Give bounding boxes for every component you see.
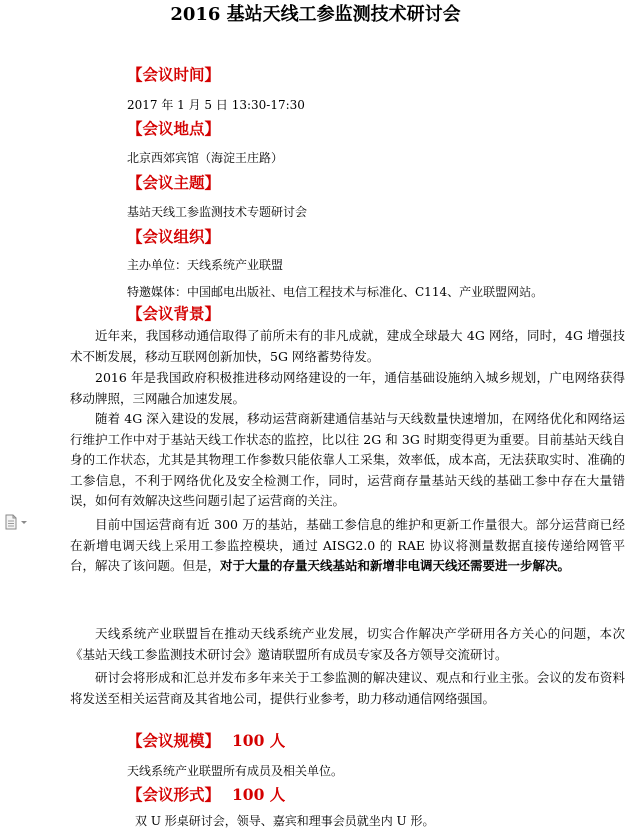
background-paragraph-6: 研讨会将形成和汇总并发布多年来关于工参监测的解决建议、观点和行业主张。会议的发布资料将发送至相关运营商及其省地公司，提供行业参考，助力移动通信网络强国。	[70, 670, 625, 706]
background-paragraph-4-emphasis: 对于大量的存量天线基站和新增非电调天线还需要进一步解决。	[220, 558, 571, 573]
organization-host: 主办单位：天线系统产业联盟	[127, 258, 284, 272]
format-label: 【会议形式】	[127, 785, 221, 804]
format-value: 双 U 形桌研讨会，领导、嘉宾和理事会员就坐内 U 形。	[135, 814, 435, 828]
background-paragraph-3: 随着 4G 深入建设的发展，移动运营商新建通信基站与天线数量快速增加，在网络优化和网络运行维护工作中对于基站天线工作状态的监控，比以往 2G 和 3G 时期变得更为重要。目前基站天线自身的工作状态，尤其是其物理工作参数只能依靠人工采集，效率低，成本高，无法获取实时、准确的工参信息，不利于网络优化及安全检测工作，同时，运营商存量基站天线的基础工参中存在大量错误，如何有效解决这些问题引起了运营商的关注。	[70, 411, 625, 508]
document-options-icon-graphic	[3, 514, 31, 530]
section-label-time: 【会议时间】	[127, 65, 221, 84]
theme-value: 基站天线工参监测技术专题研讨会	[127, 205, 308, 219]
background-paragraph-4	[70, 515, 625, 577]
section-label-format	[127, 784, 285, 806]
scale-label: 【会议规模】	[127, 731, 221, 750]
format-count: 100 人	[232, 785, 286, 804]
organization-media: 特邀媒体：中国邮电出版社、电信工程技术与标准化、C114、产业联盟网站。	[127, 285, 544, 299]
section-label-theme: 【会议主题】	[127, 173, 221, 192]
section-label-background: 【会议背景】	[127, 304, 221, 323]
section-label-scale	[127, 730, 285, 752]
background-paragraph-5: 天线系统产业联盟旨在推动天线系统产业发展，切实合作解决产学研用各方关心的问题，本次《基站天线工参监测技术研讨会》邀请联盟所有成员专家及各方领导交流研讨。	[70, 626, 625, 662]
scale-value: 天线系统产业联盟所有成员及相关单位。	[127, 764, 344, 778]
time-value: 2017 年 1 月 5 日 13:30-17:30	[127, 98, 305, 112]
section-label-location: 【会议地点】	[127, 119, 221, 138]
background-paragraph-4-text: 目前中国运营商有近 300 万的基站，基础工参信息的维护和更新工作量很大。部分运营商已经在新增电调天线上采用工参监控模块，通过 AISG2.0 的 RAE 协议将测量数据直接传递给网管平台，解决了该问题。但是，	[70, 517, 625, 573]
document-title: 2016 基站天线工参监测技术研讨会	[170, 4, 461, 25]
background-paragraph-2: 2016 年是我国政府积极推进移动网络建设的一年，通信基础设施纳入城乡规划，广电网络获得移动牌照，三网融合加速发展。	[70, 370, 625, 406]
document-options-icon[interactable]	[3, 514, 31, 530]
section-label-organization: 【会议组织】	[127, 227, 221, 246]
background-paragraph-1: 近年来，我国移动通信取得了前所未有的非凡成就，建成全球最大 4G 网络，同时，4G 增强技术不断发展，移动互联网创新加快，5G 网络蓄势待发。	[70, 328, 625, 364]
scale-count: 100 人	[232, 731, 286, 750]
location-value: 北京西郊宾馆（海淀王庄路）	[127, 151, 284, 165]
